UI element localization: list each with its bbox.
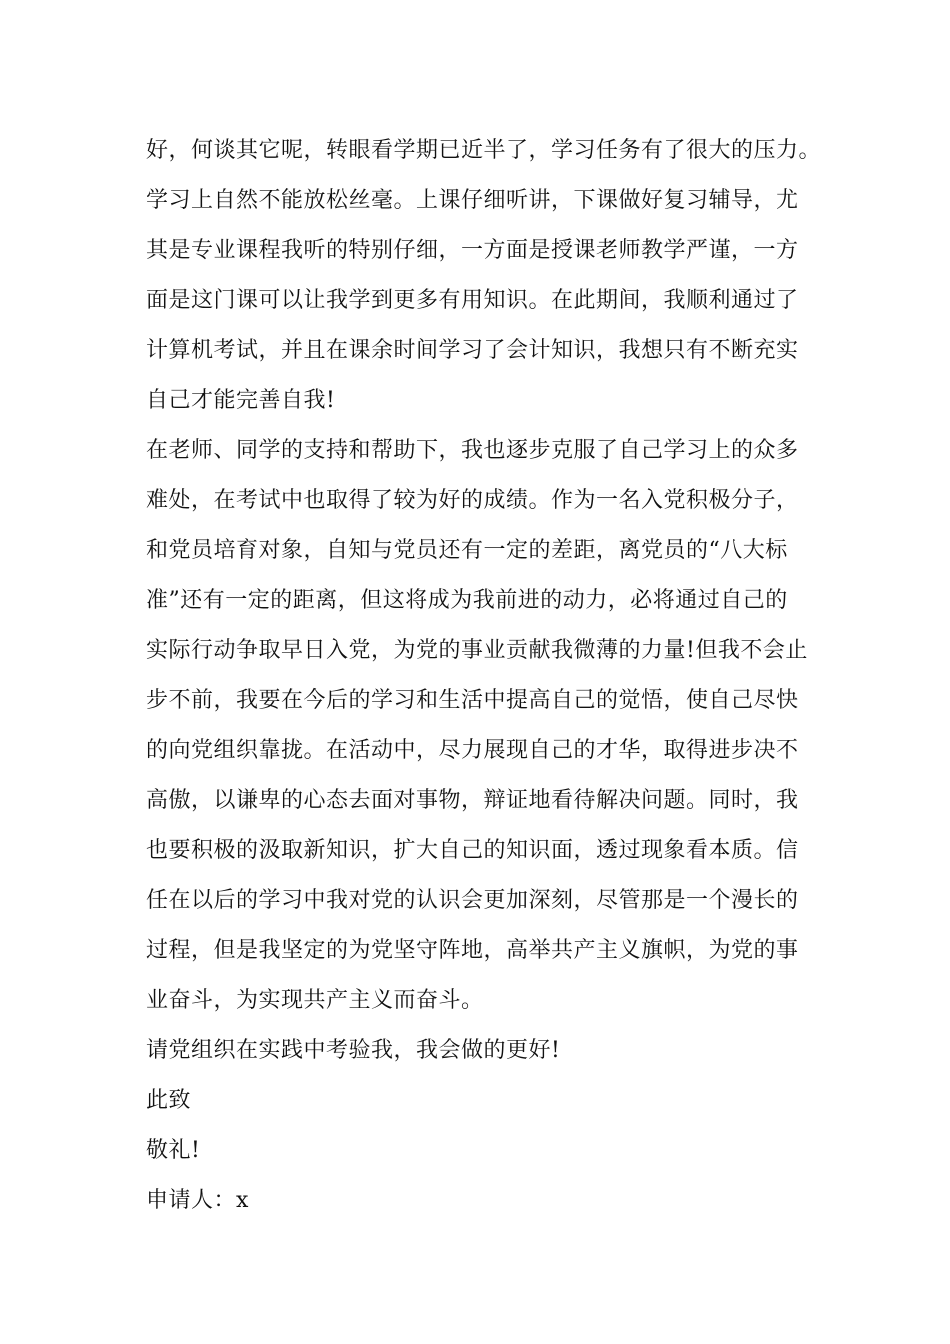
body-line-1: 好，何谈其它呢，转眼看学期已近半了，学习任务有了很大的压力。 — [146, 138, 822, 163]
body-line-17: 过程，但是我坚定的为党坚守阵地，高举共产主义旗帜，为党的事 — [146, 938, 799, 963]
body-line-6: 自己才能完善自我! — [146, 388, 336, 413]
body-line-2: 学习上自然不能放松丝毫。上课仔细听讲，下课做好复习辅导，尤 — [146, 188, 799, 213]
applicant-signature: 申请人：x — [146, 1188, 249, 1213]
body-line-16: 任在以后的学习中我对党的认识会更加深刻，尽管那是一个漫长的 — [146, 888, 799, 913]
body-line-13: 的向党组织靠拢。在活动中，尽力展现自己的才华，取得进步决不 — [146, 738, 799, 763]
letter-body — [146, 126, 846, 1226]
body-line-11: 实际行动争取早日入党，为党的事业贡献我微薄的力量!但我不会止 — [146, 638, 808, 663]
body-line-5: 计算机考试，并且在课余时间学习了会计知识，我想只有不断充实 — [146, 338, 799, 363]
body-line-12: 步不前，我要在今后的学习和生活中提高自己的觉悟，使自己尽快 — [146, 688, 799, 713]
body-line-4: 面是这门课可以让我学到更多有用知识。在此期间，我顺利通过了 — [146, 288, 799, 313]
body-line-9: 和党员培育对象，自知与党员还有一定的差距，离党员的“八大标 — [146, 538, 788, 563]
body-line-18: 业奋斗，为实现共产主义而奋斗。 — [146, 988, 484, 1013]
body-line-10: 准”还有一定的距离，但这将成为我前进的动力，必将通过自己的 — [146, 588, 788, 613]
body-line-7: 在老师、同学的支持和帮助下，我也逐步克服了自己学习上的众多 — [146, 438, 799, 463]
closing-request: 请党组织在实践中考验我，我会做的更好! — [146, 1038, 561, 1063]
body-line-3: 其是专业课程我听的特别仔细，一方面是授课老师教学严谨，一方 — [146, 238, 799, 263]
body-line-8: 难处，在考试中也取得了较为好的成绩。作为一名入党积极分子， — [146, 488, 799, 513]
salutation-jingli: 敬礼! — [146, 1138, 201, 1163]
salutation-cizhi: 此致 — [146, 1088, 192, 1113]
body-line-15: 也要积极的汲取新知识，扩大自己的知识面，透过现象看本质。信 — [146, 838, 799, 863]
body-line-14: 高傲，以谦卑的心态去面对事物，辩证地看待解决问题。同时，我 — [146, 788, 799, 813]
